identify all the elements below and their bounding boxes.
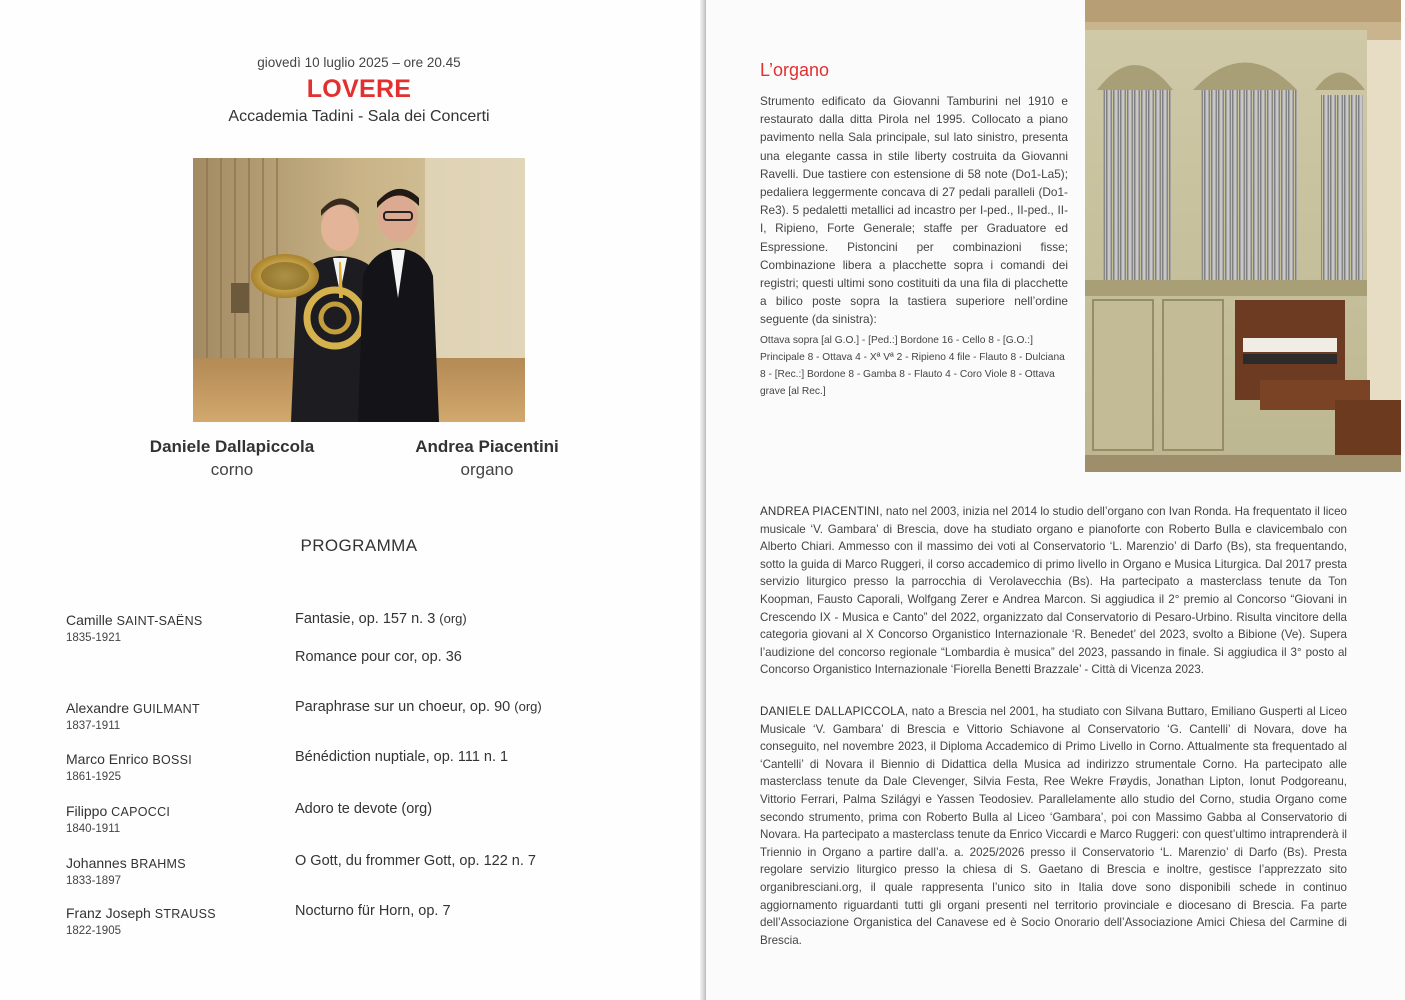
- composer: [66, 700, 200, 732]
- concert-date: giovedì 10 luglio 2025 – ore 20.45: [257, 55, 461, 70]
- performer-name: Daniele Dallapiccola: [149, 437, 315, 456]
- program-work: [295, 649, 462, 665]
- composer: [66, 803, 170, 835]
- composer-years: 1837-1911: [66, 720, 121, 732]
- composer-surname: BRAHMS: [130, 857, 186, 871]
- performer-card: [102, 437, 362, 480]
- work-title: Adoro te devote (org): [295, 801, 433, 817]
- composer-years: 1861-1925: [66, 771, 121, 783]
- concert-city: LOVERE: [306, 75, 412, 103]
- performers-photo: [193, 158, 525, 422]
- work-title: Nocturno für Horn, op. 7: [295, 903, 451, 919]
- biography: [760, 703, 1347, 949]
- program-work: [295, 853, 536, 869]
- composer-years: 1835-1921: [66, 632, 121, 644]
- composer-years: 1840-1911: [66, 823, 121, 835]
- performer-instrument: organo: [460, 460, 514, 479]
- work-note: (org): [439, 611, 467, 626]
- bio-text: , nato a Brescia nel 2001, ha studiato con Silvana Buttaro, Emiliano Gusperti al Liceo Musicale ‘V. Gambara’ di Brescia e Vittorio Schiavone al Conservatorio ‘G. Cantelli’ di Novara, dove ha conseguito, nel novembre 2023, il Diploma Accademico di Primo Livello in Corno. Attualmente sta frequentado al ‘Cantelli’ di Novara il Biennio di Didattica della Musica ad indirizzo strumentale Corno. Ha partecipato alle masterclass tenute da Dale Clevenger, Silvia Festa, Ree Wekre Frøydis, Jonathan Lipton, Ionut Podgoreanu, Vittorio Ferrari, Palma Szilágyi e Yassen Teodosiev. Parallelamente allo studio del Corno, studia Organo come secondo strumento, prima con Roberto Bulla al Liceo ‘Gambara’, poi con Massimo Gabba al Conservatorio di Novara. Ha partecipato a masterclass tenute da Enrico Viccardi e Marco Ruggeri: con quest’ultimo intraprenderà il Triennio in Organo a partire dall’a. a. 2025/2026 presso il Conservatorio ‘L. Marenzio’ di Darfo (Bs). Presta regolare servizio liturgico presso la chiesa di S. Gaetano di Brescia e inoltre, gestisce l’apprezzato sito organibresciani.org, il quale rappresenta l’unico sito in Italia dove sono disponibili schede in continuo aggiornamento riguardanti tutti gli organi presenti nel territorio provinciale e diocesano di Brescia. Fa parte dell’Associazione Organistica del Canavese ed è Socio Onorario dell’Associazione Amici Chiesa del Carmine di Brescia.: [760, 705, 1348, 947]
- program-work: [295, 749, 508, 765]
- performer-card: [357, 437, 617, 480]
- work-title: O Gott, du frommer Gott, op. 122 n. 7: [295, 853, 536, 869]
- composer-first-name: Filippo: [66, 803, 108, 819]
- biography: [760, 503, 1347, 679]
- composer: [66, 855, 186, 887]
- composer-years: 1822-1905: [66, 925, 121, 937]
- composer-first-name: Marco Enrico: [66, 751, 149, 767]
- work-title: Fantasie, op. 157 n. 3: [295, 611, 436, 627]
- composer-surname: BOSSI: [152, 753, 193, 767]
- program-work: [295, 611, 467, 627]
- program-work: [295, 801, 432, 817]
- composer-surname: STRAUSS: [154, 907, 216, 921]
- performer-name: Andrea Piacentini: [415, 437, 559, 456]
- organ-title: L’organo: [760, 60, 830, 80]
- composer-first-name: Camille: [66, 612, 113, 628]
- work-title: Bénédiction nuptiale, op. 111 n. 1: [295, 749, 509, 765]
- organ-stops: Ottava sopra [al G.O.] - [Ped.:] Bordone 16 - Cello 8 - [G.O.:] Principale 8 - Ottava 4 - Xª Vª 2 - Ripieno 4 file - Flauto 8 - Dulciana 8 - [Rec.:] Bordone 8 - Gamba 8 - Flauto 4 - Coro Viole 8 - Ottava grave [al Rec.]: [760, 335, 1065, 397]
- work-note: (org): [514, 699, 542, 714]
- work-title: Romance pour cor, op. 36: [295, 649, 462, 665]
- organ-photo: [1085, 0, 1401, 472]
- composer-first-name: Johannes: [66, 855, 127, 871]
- program-work: [295, 699, 542, 715]
- composer-surname: CAPOCCI: [111, 805, 171, 819]
- composer: [66, 905, 216, 937]
- performer-instrument: corno: [210, 460, 254, 479]
- concert-venue: Accademia Tadini - Sala dei Concerti: [228, 108, 490, 125]
- composer: [66, 751, 192, 783]
- bio-name: ANDREA PIACENTINI: [760, 505, 880, 518]
- composer-first-name: Franz Joseph: [66, 905, 151, 921]
- composer-surname: SAINT-SAËNS: [116, 614, 203, 628]
- program-title: PROGRAMMA: [300, 536, 418, 555]
- program-work: [295, 903, 451, 919]
- bio-name: DANIELE DALLAPICCOLA: [760, 705, 905, 718]
- organ-description: Strumento edificato da Giovanni Tamburini nel 1910 e restaurato dalla ditta Pirola nel 1995. Collocato a piano pavimento nella Sala principale, sul lato sinistro, presenta una elegante cassa in stile liberty costruita da Giovanni Ravelli. Due tastiere con estensione di 58 note (Do1-La5); pedaliera leggermente concava di 27 pedali paralleli (Do1-Re3). 5 pedaletti metallici ad incastro per I-ped., II-ped., II-I, Ripieno, Forte Generale; staffe per Graduatore ed Espressione. Pistoncini per combinazioni fisse; Combinazione libera a placchette sopra i comandi dei registri; questi ultimi sono costituiti da una fila di placchette a bilico poste sopra la tastiera superiore nell’ordine seguente (da sinistra):: [760, 94, 1068, 327]
- composer-years: 1833-1897: [66, 875, 121, 887]
- composer-surname: GUILMANT: [132, 702, 200, 716]
- composer-first-name: Alexandre: [66, 700, 130, 716]
- work-title: Paraphrase sur un choeur, op. 90: [295, 699, 511, 715]
- composer: [66, 612, 203, 644]
- bio-text: , nato nel 2003, inizia nel 2014 lo studio dell’organo con Ivan Ronda. Ha frequentato il liceo musicale ‘V. Gambara’ di Brescia, dove ha studiato organo e pianoforte con Roberto Bulla e clavicembalo con Alberto Chiari. Ammesso con il massimo dei voti al Conservatorio ‘L. Marenzio’ di Darfo (Bs), sta frequentando, sotto la guida di Marco Ruggeri, il corso accademico di primo livello in Organo e Musica Liturgica. Dal 2017 presta servizio liturgico presso la parrocchia di Verolavecchia (Bs). Ha partecipato a masterclass tenute da Ton Koopman, Fausto Caporali, Wolfgang Zerer e Andrea Marcon. Si aggiudica il 2° premio al Concorso “Giovani in Crescendo IX - Musica e Canto” del 2022, organizzato dal Conservatorio di Pesaro-Urbino. Risulta vincitore della categoria giovani al X Concorso Organistico Internazionale ‘R. Benedet’ del 2023, svolto a Bibione (Ve). Supera l’audizione del concorso regionale “Lombardia è musica” del 2023, passando in finale. Si aggiudica il 3° posto al Concorso Organistico Internazionale ‘Fiorella Benetti Brazzale’ - Città di Vicenza 2023.: [760, 505, 1347, 677]
